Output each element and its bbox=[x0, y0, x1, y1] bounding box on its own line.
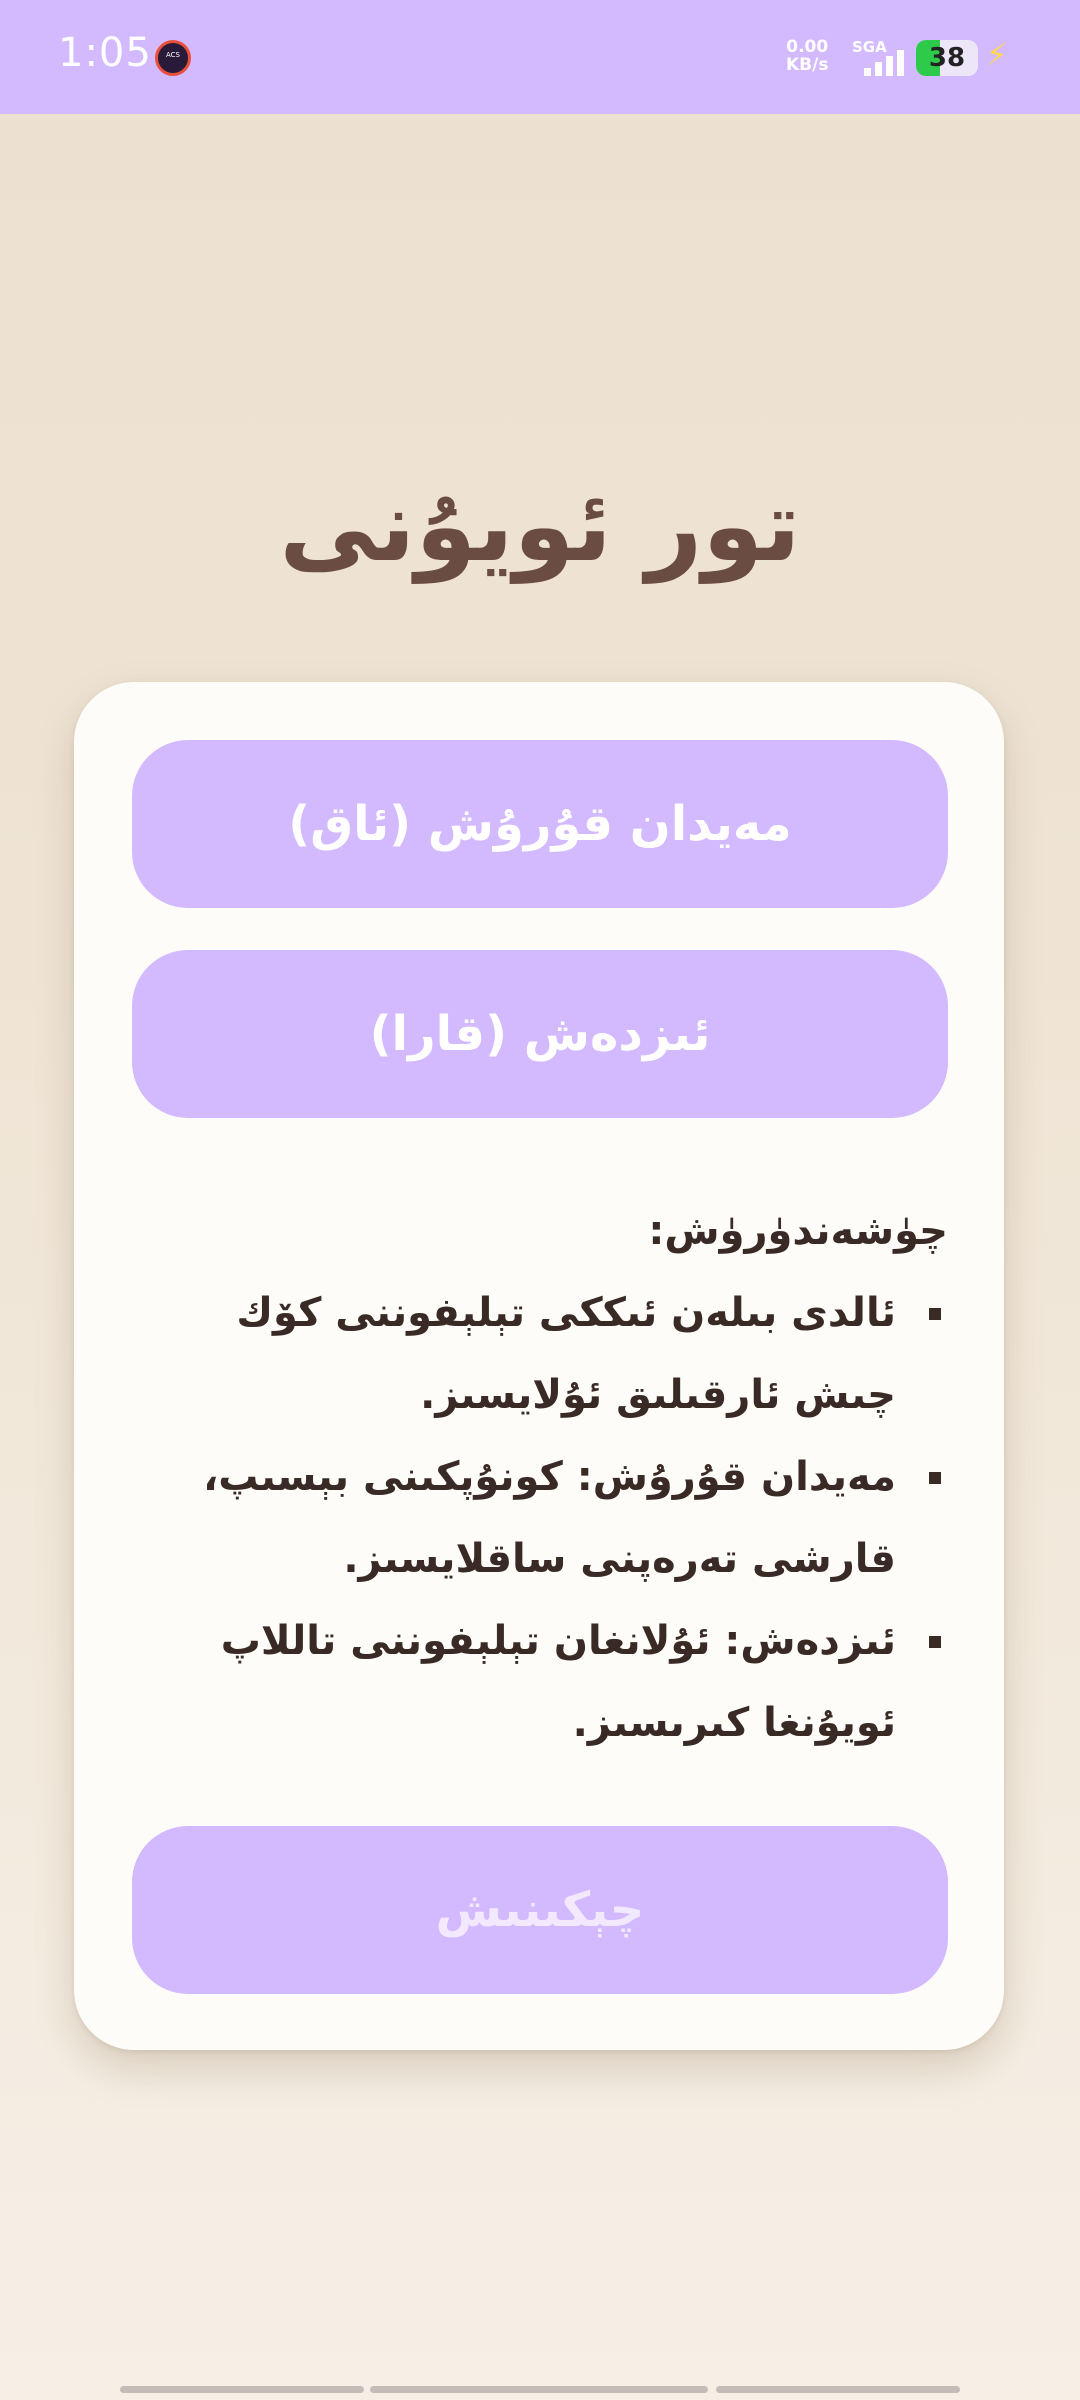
instruction-item: ▪ ئالدى بىلەن ئىككى تېلېفوننى كۆك چىش ئارقىلىق ئۇلايسىز. bbox=[150, 1272, 910, 1436]
network-speed-value: 0.00 bbox=[786, 37, 829, 57]
app-icon-label: ACS bbox=[166, 51, 180, 59]
create-game-button[interactable]: مەيدان قۇرۇش (ئاق) bbox=[132, 740, 948, 908]
instruction-item: ▪ ئىزدەش: ئۇلانغان تېلېفوننى تاللاپ ئويۇنغا كىرىسىز. bbox=[150, 1600, 910, 1764]
app-notification-icon bbox=[155, 40, 191, 76]
instructions-heading: چۈشەندۈرۈش: bbox=[648, 1208, 948, 1254]
nav-bar-handle-right[interactable] bbox=[716, 2386, 960, 2393]
battery-level: 38 bbox=[928, 43, 966, 73]
status-bar bbox=[0, 0, 1080, 114]
search-game-button[interactable]: ئىزدەش (قارا) bbox=[132, 950, 948, 1118]
nav-bar-handle-middle[interactable] bbox=[370, 2386, 708, 2393]
network-speed-unit: KB/s bbox=[786, 55, 829, 75]
instruction-item: ▪ مەيدان قۇرۇش: كونۇپكىنى بېسىپ، قارشى تەرەپنى ساقلايسىز. bbox=[150, 1436, 910, 1600]
instructions bbox=[150, 1190, 948, 1764]
page-title: تور ئويۇنى bbox=[279, 470, 801, 584]
battery-icon bbox=[916, 40, 978, 76]
network-speed bbox=[786, 38, 828, 74]
status-time: 1:05 bbox=[58, 30, 152, 76]
nav-bar-handle-left[interactable] bbox=[120, 2386, 364, 2393]
charging-icon: ⚡ bbox=[986, 38, 1008, 73]
signal-strength-icon bbox=[864, 50, 906, 76]
signal-label: SGA bbox=[852, 38, 887, 56]
exit-button[interactable]: چېكىنىش bbox=[132, 1826, 948, 1994]
instructions-list bbox=[150, 1272, 948, 1764]
